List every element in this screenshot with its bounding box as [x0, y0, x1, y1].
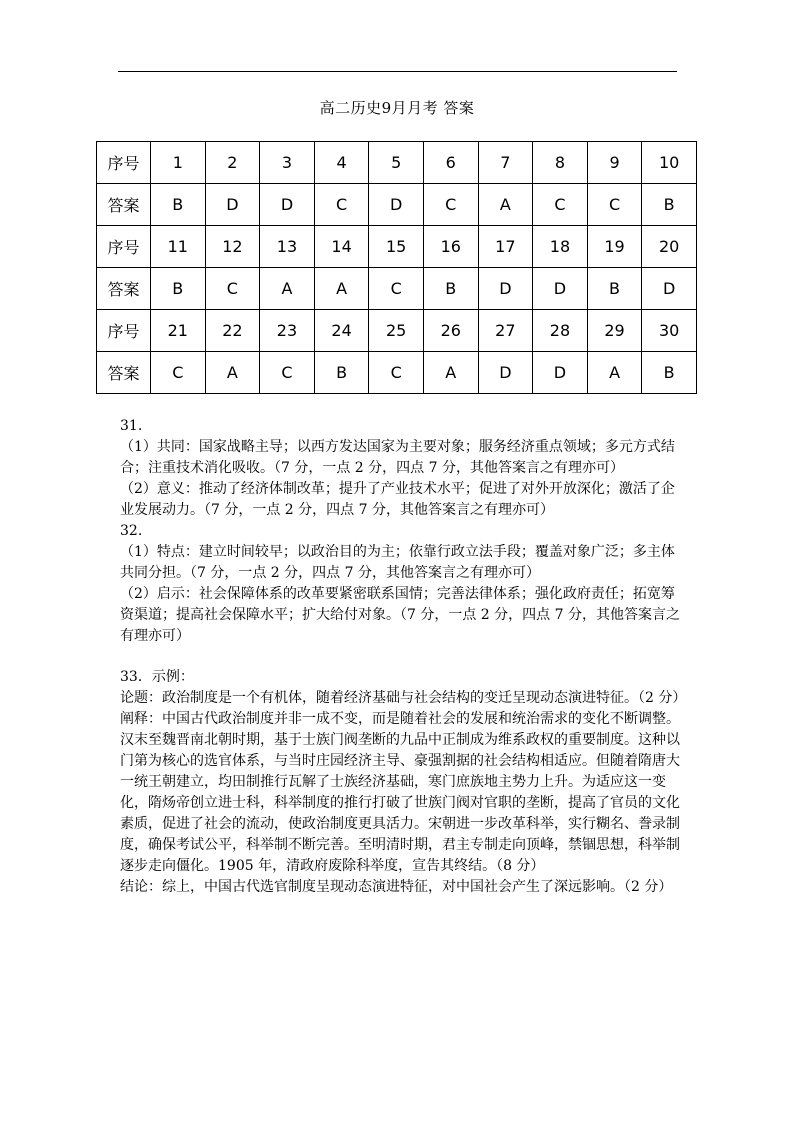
- q32-part1: （1）特点：建立时间较早；以政治目的为主；依靠行政立法手段；覆盖对象广泛；多主体共同分担。（7 分，一点 2 分，四点 7 分，其他答案言之有理亦可）: [120, 544, 675, 581]
- table-cell: D: [260, 184, 315, 226]
- table-cell: C: [151, 352, 206, 394]
- q33-conclusion: 结论：综上，中国古代选官制度呈现动态演进特征，对中国社会产生了深远影响。（2 分）: [120, 879, 673, 895]
- answer-text: [120, 416, 687, 898]
- table-cell: 8: [533, 142, 588, 184]
- table-cell: A: [423, 352, 478, 394]
- header-rule: [118, 71, 677, 72]
- table-row: [97, 310, 697, 352]
- table-cell: 1: [151, 142, 206, 184]
- table-row: [97, 268, 697, 310]
- table-row: [97, 226, 697, 268]
- page-title: 高二历史9月月考 答案: [319, 99, 475, 117]
- table-cell: D: [533, 352, 588, 394]
- table-cell: 18: [533, 226, 588, 268]
- table-cell: D: [369, 184, 424, 226]
- table-cell: C: [369, 352, 424, 394]
- table-cell: 28: [533, 310, 588, 352]
- table-cell: 24: [314, 310, 369, 352]
- row-label: 序号: [97, 142, 151, 184]
- q33-number: 33．示例：: [120, 669, 194, 685]
- table-cell: A: [205, 352, 260, 394]
- table-cell: 20: [642, 226, 697, 268]
- table-cell: C: [369, 268, 424, 310]
- q32-number: 32.: [120, 523, 143, 539]
- table-row: [97, 352, 697, 394]
- answer-table: [96, 141, 697, 394]
- q32-part2: （2）启示：社会保障体系的改革要紧密联系国情；完善法律体系；强化政府责任；拓宽筹资渠道；提高社会保障水平；扩大给付对象。（7 分，一点 2 分，四点 7 分，其他答案言之有理亦可）: [120, 586, 680, 644]
- q33-thesis: 论题：政治制度是一个有机体，随着经济基础与社会结构的变迁呈现动态演进特征。（2 分）: [120, 690, 687, 706]
- table-cell: 5: [369, 142, 424, 184]
- table-cell: 29: [587, 310, 642, 352]
- table-cell: D: [533, 268, 588, 310]
- q31-part1: （1）共同：国家战略主导；以西方发达国家为主要对象；服务经济重点领域；多元方式结合；注重技术消化吸收。（7 分，一点 2 分，四点 7 分，其他答案言之有理亦可）: [120, 439, 675, 476]
- table-cell: 16: [423, 226, 478, 268]
- table-cell: A: [314, 268, 369, 310]
- q33-explanation: 阐释：中国古代政治制度并非一成不变，而是随着社会的发展和统治需求的变化不断调整。汉末至魏晋南北朝时期，基于士族门阀垄断的九品中正制成为维系政权的重要制度。这种以门第为核心的选官体系，与当时庄园经济主导、豪强割据的社会结构相适应。但随着隋唐大一统王朝建立，均田制推行瓦解了士族经济基础，寒门庶族地主势力上升。为适应这一变化，隋炀帝创立进士科，科举制度的推行打破了世族门阀对官职的垄断，提高了官员的文化素质，促进了社会的流动，使政治制度更具活力。宋朝进一步改革科举，实行糊名、誊录制度，确保考试公平，科举制不断完善。至明清时期，君主专制走向顶峰，禁锢思想，科举制逐步走向僵化。1905 年，清政府废除科举度，宣告其终结。（8 分）: [120, 711, 680, 874]
- table-cell: B: [151, 184, 206, 226]
- table-cell: 25: [369, 310, 424, 352]
- table-cell: B: [642, 184, 697, 226]
- table-cell: 27: [478, 310, 533, 352]
- table-cell: B: [587, 268, 642, 310]
- row-label: 序号: [97, 226, 151, 268]
- row-label: 答案: [97, 268, 151, 310]
- table-cell: 12: [205, 226, 260, 268]
- table-cell: 11: [151, 226, 206, 268]
- table-cell: D: [205, 184, 260, 226]
- table-cell: 6: [423, 142, 478, 184]
- table-cell: 2: [205, 142, 260, 184]
- row-label: 序号: [97, 310, 151, 352]
- table-cell: C: [205, 268, 260, 310]
- table-cell: D: [642, 268, 697, 310]
- table-cell: C: [260, 352, 315, 394]
- table-cell: 23: [260, 310, 315, 352]
- table-cell: C: [314, 184, 369, 226]
- table-cell: 10: [642, 142, 697, 184]
- table-cell: C: [533, 184, 588, 226]
- table-cell: C: [587, 184, 642, 226]
- table-cell: 19: [587, 226, 642, 268]
- table-cell: 7: [478, 142, 533, 184]
- table-cell: 15: [369, 226, 424, 268]
- row-label: 答案: [97, 184, 151, 226]
- table-cell: 30: [642, 310, 697, 352]
- table-cell: 21: [151, 310, 206, 352]
- table-cell: 4: [314, 142, 369, 184]
- table-cell: B: [151, 268, 206, 310]
- table-cell: A: [260, 268, 315, 310]
- table-cell: D: [478, 268, 533, 310]
- table-cell: 17: [478, 226, 533, 268]
- table-cell: B: [423, 268, 478, 310]
- row-label: 答案: [97, 352, 151, 394]
- table-cell: A: [587, 352, 642, 394]
- table-row: [97, 184, 697, 226]
- table-cell: 13: [260, 226, 315, 268]
- table-cell: C: [423, 184, 478, 226]
- q31-number: 31.: [120, 418, 143, 434]
- table-cell: 3: [260, 142, 315, 184]
- table-cell: A: [478, 184, 533, 226]
- table-cell: B: [314, 352, 369, 394]
- table-cell: 9: [587, 142, 642, 184]
- table-cell: B: [642, 352, 697, 394]
- table-cell: 14: [314, 226, 369, 268]
- table-cell: 22: [205, 310, 260, 352]
- table-row: [97, 142, 697, 184]
- q31-part2: （2）意义：推动了经济体制改革；提升了产业技术水平；促进了对外开放深化；激活了企业发展动力。（7 分，一点 2 分，四点 7 分，其他答案言之有理亦可）: [120, 481, 675, 518]
- table-cell: 26: [423, 310, 478, 352]
- table-cell: D: [478, 352, 533, 394]
